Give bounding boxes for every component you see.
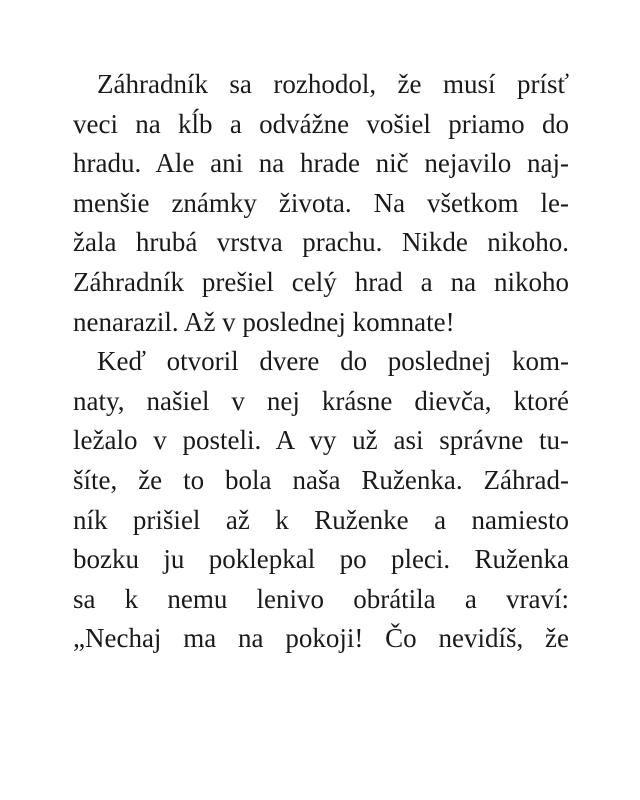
text-line: „Nechaj ma na pokoji! Čo nevidíš, že bbox=[73, 623, 569, 654]
text-line: nenarazil. Až v poslednej komnate! bbox=[73, 306, 455, 337]
text-line: ležalo v posteli. A vy už asi správne tu- bbox=[73, 425, 569, 456]
text-line: menšie známky života. Na všetkom le- bbox=[73, 187, 569, 218]
text-line: ník prišiel až k Ruženke a namiesto bbox=[73, 504, 569, 535]
text-line: Záhradník sa rozhodol, že musí prísť bbox=[97, 69, 569, 99]
text-line: veci na kĺb a odvážne vošiel priamo do bbox=[73, 108, 569, 139]
text-line: šíte, že to bola naša Ruženka. Záhrad- bbox=[73, 464, 569, 495]
text-line: bozku ju poklepkal po pleci. Ruženka bbox=[73, 544, 569, 575]
text-line: naty, našiel v nej krásne dievča, ktoré bbox=[73, 385, 569, 416]
text-line: hradu. Ale ani na hrade nič nejavilo naj- bbox=[73, 148, 569, 179]
text-line: žala hrubá vrstva prachu. Nikde nikoho. bbox=[73, 227, 569, 258]
text-line: Záhradník prešiel celý hrad a na nikoho bbox=[73, 266, 569, 297]
body-text bbox=[73, 65, 569, 659]
text-line: Keď otvoril dvere do poslednej kom- bbox=[97, 346, 569, 377]
text-line: sa k nemu lenivo obrátila a vraví: bbox=[73, 583, 569, 614]
